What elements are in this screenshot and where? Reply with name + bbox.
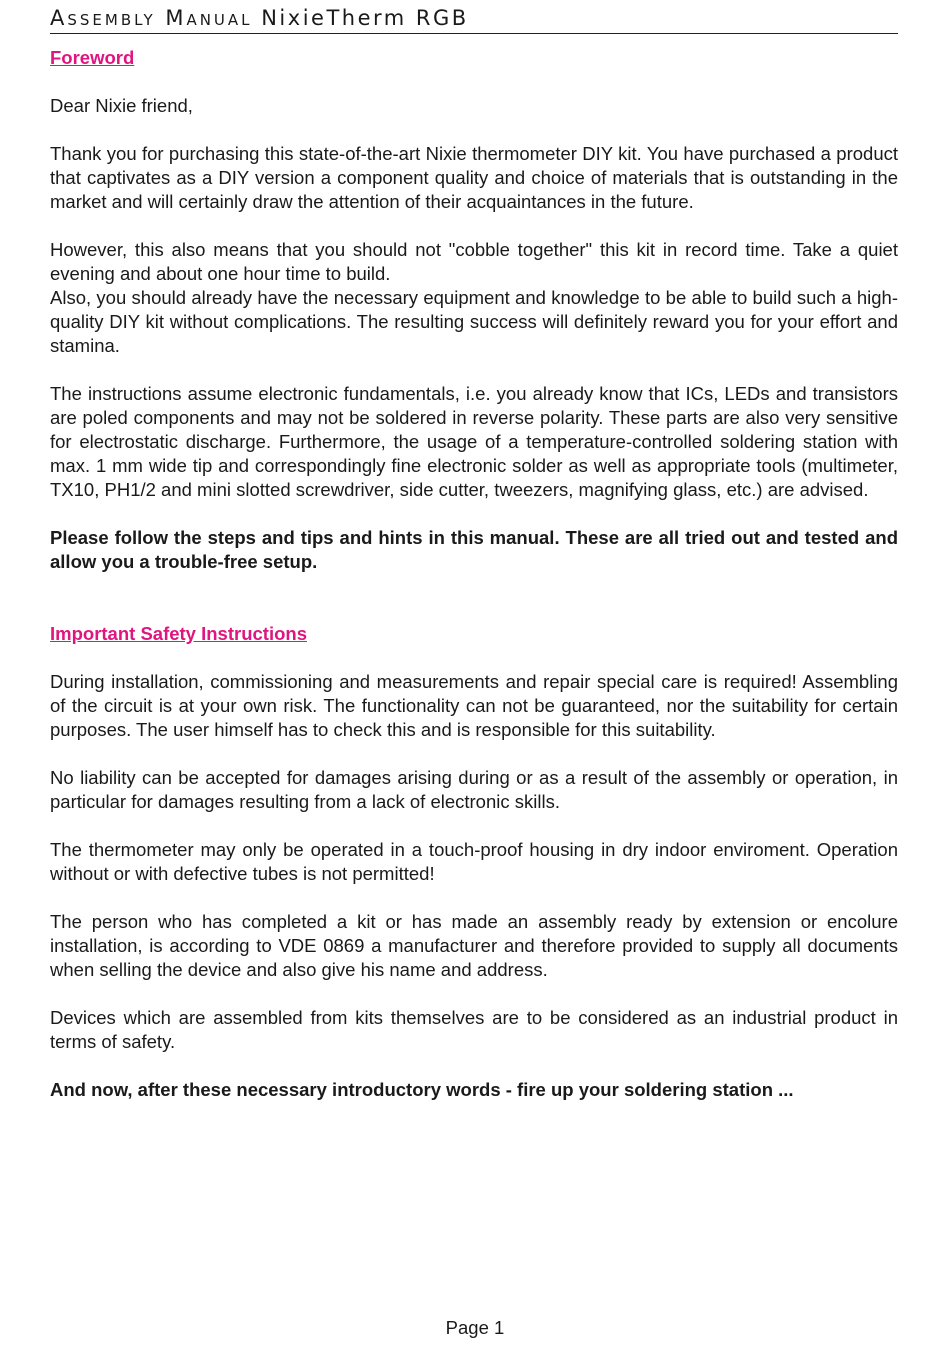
foreword-paragraph-2: However, this also means that you should not "cobble together" this kit in record time. Take a quiet evening and about one hour time to build. xyxy=(50,239,898,284)
page-content xyxy=(50,46,898,1102)
foreword-paragraph-3: Also, you should already have the necessary equipment and knowledge to be able to build such a high-quality DIY kit without complications. The resulting success will definitely reward you for your effort and stamina. xyxy=(50,287,898,356)
safety-paragraph-5: Devices which are assembled from kits themselves are to be considered as an industrial product in terms of safety. xyxy=(50,1007,898,1052)
safety-paragraph-4: The person who has completed a kit or has made an assembly ready by extension or encolure installation, is according to VDE 0869 a manufacturer and therefore provided to supply all documents when selling the device and also give his name and address. xyxy=(50,911,898,980)
document-title-part1: Assembly Manual xyxy=(50,6,253,30)
foreword-paragraph-4: The instructions assume electronic fundamentals, i.e. you already know that ICs, LEDs and transistors are poled components and may not be soldered in reverse polarity. These parts are also very sensitive for electrostatic discharge. Furthermore, the usage of a temperature-controlled soldering station with max. 1 mm wide tip and correspondingly fine electronic solder as well as appropriate tools (multimeter, TX10, PH1/2 and mini slotted screwdriver, side cutter, tweezers, magnifying glass, etc.) are advised. xyxy=(50,383,898,500)
safety-closing-paragraph: And now, after these necessary introductory words - fire up your soldering station ... xyxy=(50,1079,794,1100)
document-title xyxy=(50,4,469,32)
document-title-product: NixieTherm RGB xyxy=(261,6,469,30)
safety-heading: Important Safety Instructions xyxy=(50,623,307,644)
page-header xyxy=(50,4,898,34)
safety-paragraph-2: No liability can be accepted for damages arising during or as a result of the assembly or operation, in particular for damages resulting from a lack of electronic skills. xyxy=(50,767,898,812)
greeting-paragraph: Dear Nixie friend, xyxy=(50,95,193,116)
safety-paragraph-3: The thermometer may only be operated in a touch-proof housing in dry indoor enviroment. Operation without or with defective tubes is not permitted! xyxy=(50,839,898,884)
foreword-paragraph-bold: Please follow the steps and tips and hints in this manual. These are all tried out and tested and allow you a trouble-free setup. xyxy=(50,527,898,572)
foreword-paragraph-1: Thank you for purchasing this state-of-the-art Nixie thermometer DIY kit. You have purchased a product that captivates as a DIY version a component quality and choice of materials that is outstanding in the market and will certainly draw the attention of their acquaintances in the future. xyxy=(50,143,898,212)
page-number: Page 1 xyxy=(445,1317,505,1338)
foreword-heading: Foreword xyxy=(50,47,135,68)
safety-paragraph-1: During installation, commissioning and measurements and repair special care is required! Assembling of the circuit is at your own risk. The functionality can not be guaranteed, nor the suitability for certain purposes. The user himself has to check this and is responsible for this suitability. xyxy=(50,671,898,740)
